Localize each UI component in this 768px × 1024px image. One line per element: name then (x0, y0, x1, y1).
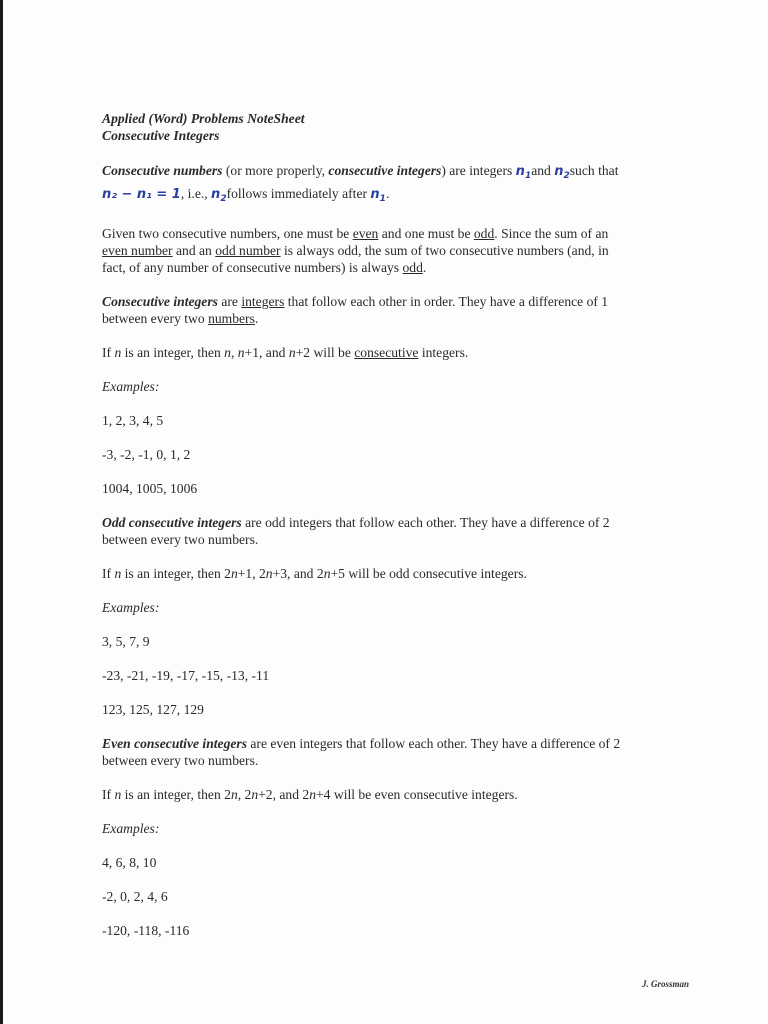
even-example-2: -2, 0, 2, 4, 6 (102, 889, 168, 904)
odd-example-2: -23, -21, -19, -17, -15, -13, -11 (102, 668, 270, 683)
handwritten-equation: n₂ − n₁ = 1 (102, 187, 181, 202)
term-consecutive-numbers: Consecutive numbers (102, 163, 223, 178)
odd-definition: Odd consecutive integers are odd integers that follow each other. They have a difference of 2 between every two numbers. (102, 515, 610, 547)
consecutive-rule: If n is an integer, then n, n+1, and n+2 will be consecutive integers. (102, 345, 469, 360)
odd-examples-label: Examples: (102, 600, 160, 615)
link-integers[interactable]: integers (241, 294, 285, 309)
odd-example-3: 123, 125, 127, 129 (102, 702, 204, 717)
parity-paragraph: Given two consecutive numbers, one must be even and one must be odd. Since the sum of an even number and an odd number is always odd, the sum of two consecutive numbers (and, in fact, of any number of consecutive numbers) is always odd. (102, 226, 609, 275)
link-even[interactable]: even (352, 226, 379, 241)
note-sheet (102, 110, 682, 939)
link-consecutive[interactable]: consecutive (354, 345, 419, 360)
link-numbers[interactable]: numbers (208, 311, 255, 326)
scan-edge (0, 0, 3, 1024)
link-odd-number[interactable]: odd number (215, 243, 281, 258)
even-example-3: -120, -118, -116 (102, 923, 190, 938)
even-definition: Even consecutive integers are even integers that follow each other. They have a difference of 2 between every two numbers. (102, 736, 621, 768)
even-examples-label: Examples: (102, 821, 160, 836)
handwritten-n2: $n_2$ (554, 164, 570, 181)
even-example-1: 4, 6, 8, 10 (102, 855, 157, 870)
intro-paragraph: Consecutive numbers (or more properly, consecutive integers) are integers $n_1and$ $n_2such$ that n₂ − n₁ = 1, i.e., $n_2follows$ immediately after $n_1$. (102, 163, 619, 204)
author-footer: J. Grossman (642, 979, 690, 989)
consecutive-example-2: -3, -2, -1, 0, 1, 2 (102, 447, 191, 462)
handwritten-n1: $n_1$ (515, 164, 532, 181)
link-odd-2[interactable]: odd (402, 260, 423, 275)
consecutive-example-1: 1, 2, 3, 4, 5 (102, 413, 164, 428)
consecutive-examples-label: Examples: (102, 379, 160, 394)
handwritten-n1-again: $n_1$ (370, 187, 386, 204)
document-title: Applied (Word) Problems NoteSheet (102, 111, 305, 126)
term-even-consecutive-integers: Even consecutive integers (102, 736, 247, 751)
document-subtitle: Consecutive Integers (102, 128, 220, 143)
term-consecutive-integers: consecutive integers (328, 163, 442, 178)
odd-example-1: 3, 5, 7, 9 (102, 634, 150, 649)
link-odd[interactable]: odd (473, 226, 495, 241)
link-even-number[interactable]: even number (102, 243, 173, 258)
consecutive-example-3: 1004, 1005, 1006 (102, 481, 198, 496)
handwritten-n2-again: $n_2$ (211, 187, 227, 204)
term-consecutive-integers-2: Consecutive integers (102, 294, 218, 309)
consecutive-definition: Consecutive integers are integers that follow each other in order. They have a difference of 1 between every two numbers. (102, 294, 609, 326)
odd-rule: If n is an integer, then 2n+1, 2n+3, and 2n+5 will be odd consecutive integers. (102, 566, 527, 581)
even-rule: If n is an integer, then 2n, 2n+2, and 2n+4 will be even consecutive integers. (102, 787, 518, 802)
term-odd-consecutive-integers: Odd consecutive integers (102, 515, 242, 530)
